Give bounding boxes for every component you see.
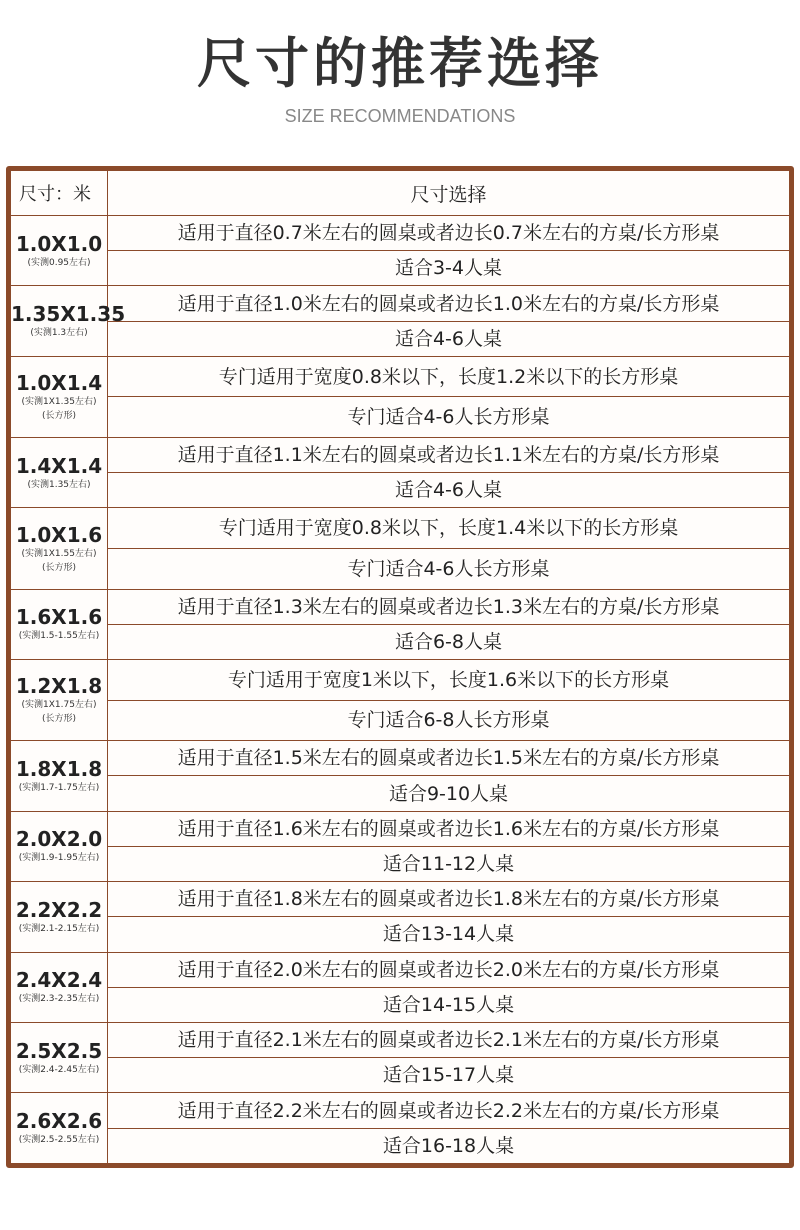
size-note: (实测1.9-1.95左右) (18, 853, 100, 864)
capacity-text: 适合6-8人桌 (108, 624, 790, 659)
capacity-text: 适合9-10人桌 (108, 776, 790, 811)
size-cell (11, 952, 108, 1022)
table-row (11, 660, 790, 701)
size-note: (实测1.7-1.75左右) (18, 782, 100, 793)
table-row (11, 776, 790, 811)
table-row (11, 216, 790, 251)
table-row (11, 917, 790, 952)
size-note: (长方形) (41, 410, 77, 421)
capacity-text: 适合4-6人桌 (108, 321, 790, 356)
table-row (11, 987, 790, 1022)
size-cell (11, 508, 108, 589)
usage-description: 适用于直径1.3米左右的圆桌或者边长1.3米左右的方桌/长方形桌 (108, 589, 790, 624)
usage-description: 专门适用于宽度0.8米以下，长度1.4米以下的长方形桌 (108, 508, 790, 549)
size-cell (11, 811, 108, 881)
header-selection: 尺寸选择 (108, 171, 790, 216)
page-subtitle: SIZE RECOMMENDATIONS (284, 106, 516, 126)
table-row (11, 952, 790, 987)
size-value: 1.2X1.8 (15, 674, 103, 699)
capacity-text: 专门适合6-8人长方形桌 (108, 700, 790, 741)
usage-description: 适用于直径2.1米左右的圆桌或者边长2.1米左右的方桌/长方形桌 (108, 1022, 790, 1057)
usage-description: 适用于直径1.6米左右的圆桌或者边长1.6米左右的方桌/长方形桌 (108, 811, 790, 846)
table-row (11, 1128, 790, 1163)
size-value: 2.2X2.2 (15, 897, 103, 922)
size-note: (实测1X1.35左右) (21, 396, 97, 407)
size-cell (11, 882, 108, 952)
size-table (10, 170, 790, 1164)
size-note: (实测1.3左右) (30, 328, 88, 339)
size-value: 2.4X2.4 (15, 968, 103, 993)
size-value: 1.35X1.35 (11, 302, 126, 327)
usage-description: 适用于直径1.1米左右的圆桌或者边长1.1米左右的方桌/长方形桌 (108, 438, 790, 473)
table-header-row (11, 171, 790, 216)
page-title: 尺寸的推荐选择 (197, 32, 603, 95)
size-cell (11, 286, 126, 356)
size-value: 1.0X1.6 (15, 522, 103, 547)
table-row (11, 846, 790, 881)
size-note: (实测2.5-2.55左右) (18, 1135, 100, 1146)
capacity-text: 适合4-6人桌 (108, 473, 790, 508)
table-row (11, 882, 790, 917)
capacity-text: 适合11-12人桌 (108, 846, 790, 881)
table-row (11, 438, 790, 473)
table-row (11, 356, 790, 397)
size-note: (长方形) (41, 562, 77, 573)
size-cell (11, 589, 108, 659)
size-note: (实测2.4-2.45左右) (18, 1064, 100, 1075)
table-row (11, 589, 790, 624)
capacity-text: 适合14-15人桌 (108, 987, 790, 1022)
usage-description: 适用于直径2.0米左右的圆桌或者边长2.0米左右的方桌/长方形桌 (108, 952, 790, 987)
size-value: 2.5X2.5 (15, 1038, 103, 1063)
size-value: 2.6X2.6 (15, 1109, 103, 1134)
size-value: 1.6X1.6 (15, 605, 103, 630)
table-row (11, 1022, 790, 1057)
table-row (11, 1093, 790, 1128)
table-row (11, 624, 790, 659)
size-value: 1.4X1.4 (15, 453, 103, 478)
size-note: (实测2.3-2.35左右) (18, 994, 100, 1005)
table-row (11, 700, 790, 741)
capacity-text: 适合3-4人桌 (108, 251, 790, 286)
table-row (11, 251, 790, 286)
capacity-text: 适合16-18人桌 (108, 1128, 790, 1163)
size-note: (实测2.1-2.15左右) (18, 923, 100, 934)
size-value: 1.0X1.0 (15, 231, 103, 256)
table-row (11, 397, 790, 438)
size-note: (实测1.5-1.55左右) (18, 631, 100, 642)
capacity-text: 专门适合4-6人长方形桌 (108, 397, 790, 438)
usage-description: 适用于直径1.5米左右的圆桌或者边长1.5米左右的方桌/长方形桌 (108, 741, 790, 776)
size-cell (11, 216, 108, 286)
size-note: (实测1.35左右) (27, 479, 91, 490)
capacity-text: 适合13-14人桌 (108, 917, 790, 952)
size-value: 2.0X2.0 (15, 827, 103, 852)
size-cell (11, 1093, 108, 1164)
size-note: (实测0.95左右) (27, 257, 91, 268)
usage-description: 适用于直径0.7米左右的圆桌或者边长0.7米左右的方桌/长方形桌 (108, 216, 790, 251)
size-value: 1.0X1.4 (15, 370, 103, 395)
capacity-text: 专门适合4-6人长方形桌 (108, 549, 790, 590)
size-cell (11, 1022, 108, 1092)
table-row (11, 1058, 790, 1093)
table-row (11, 741, 790, 776)
size-cell (11, 356, 108, 437)
size-note: (实测1X1.75左右) (21, 700, 97, 711)
size-note: (实测1X1.55左右) (21, 548, 97, 559)
table-row (11, 473, 790, 508)
table-row (11, 811, 790, 846)
usage-description: 适用于直径1.0米左右的圆桌或者边长1.0米左右的方桌/长方形桌 (108, 286, 790, 321)
size-note: (长方形) (41, 714, 77, 725)
size-cell (11, 438, 108, 508)
table-row (11, 549, 790, 590)
size-cell (11, 741, 108, 811)
usage-description: 专门适用于宽度0.8米以下，长度1.2米以下的长方形桌 (108, 356, 790, 397)
size-value: 1.8X1.8 (15, 756, 103, 781)
table-row (11, 321, 790, 356)
usage-description: 适用于直径2.2米左右的圆桌或者边长2.2米左右的方桌/长方形桌 (108, 1093, 790, 1128)
capacity-text: 适合15-17人桌 (108, 1058, 790, 1093)
table-row (11, 286, 790, 321)
usage-description: 适用于直径1.8米左右的圆桌或者边长1.8米左右的方桌/长方形桌 (108, 882, 790, 917)
table-row (11, 508, 790, 549)
size-table-frame (6, 166, 794, 1168)
usage-description: 专门适用于宽度1米以下，长度1.6米以下的长方形桌 (108, 660, 790, 701)
size-cell (11, 660, 108, 741)
header-size: 尺寸：米 (11, 171, 108, 216)
